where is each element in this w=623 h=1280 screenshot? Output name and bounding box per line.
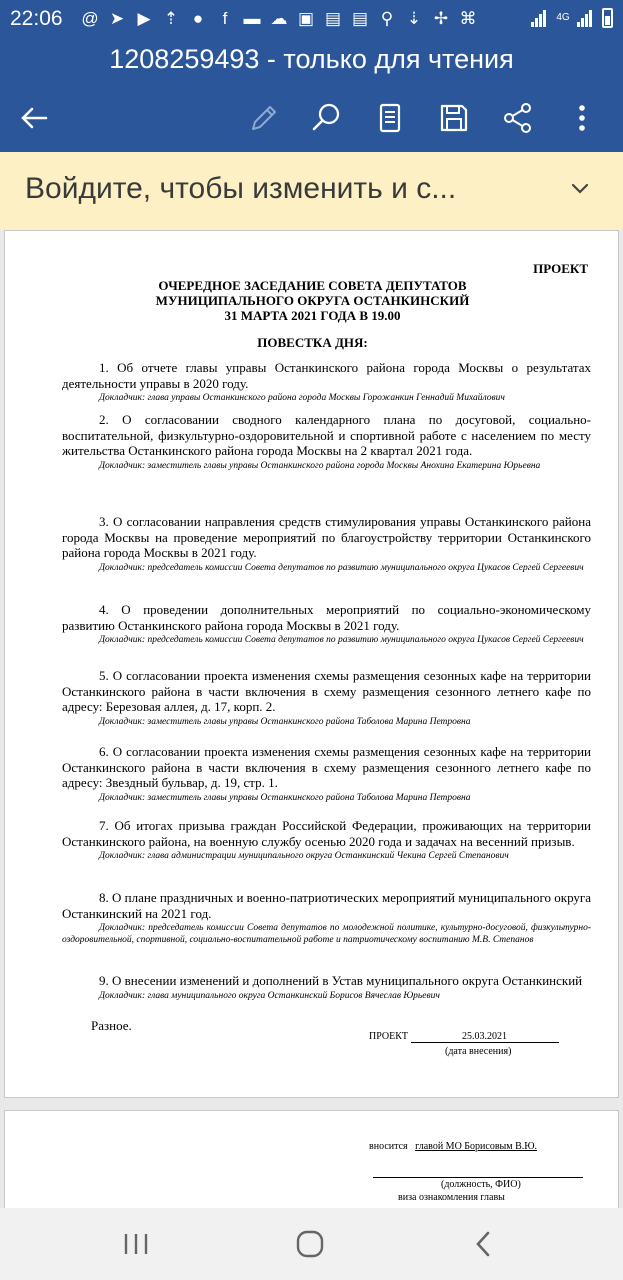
draft-label: ПРОЕКТ [533,261,588,276]
position-caption: (должность, ФИО) [441,1179,521,1190]
agenda-item-reporter: Докладчик: председатель комиссии Совета депутатов по развитию муниципального округа Цукасов Сергей Сергеевич [99,562,584,573]
agenda-item [62,890,591,946]
banner-text: Войдите, чтобы изменить и с... [25,172,457,205]
sign-in-banner[interactable] [0,152,623,230]
toolbar [0,94,623,144]
edit-icon[interactable] [243,98,283,138]
agenda-item-reporter: Докладчик: глава администрации муниципального округа Останкинский Чекина Сергей Степанович [99,851,509,861]
agenda-item-text: 2. О согласовании сводного календарного плана по досуговой, социально-воспитательной, физкультурно-оздоровительной и спортивной работе с населением по месту жительства Останкинского района города Москвы на 2 квартал 2021 года. [62,412,591,458]
back-icon[interactable] [14,98,54,138]
telegram-icon: ➤ [109,9,125,28]
meeting-heading-line-2: МУНИЦИПАЛЬНОГО ОКРУГА ОСТАНКИНСКИЙ [155,293,470,308]
misc-item: Разное. [91,1018,132,1033]
save-icon[interactable] [434,98,474,138]
download-icon: ⇣ [406,9,422,28]
draft-footer-label: ПРОЕКТ [369,1031,409,1042]
network-type-label: 4G [556,12,570,23]
at-icon: @ [81,9,99,28]
folder-icon: ▬ [243,9,261,28]
agenda-item [62,973,591,1002]
meeting-heading-line-1: ОЧЕРЕДНОЕ ЗАСЕДАНИЕ СОВЕТА ДЕПУТАТОВ [158,278,467,293]
translate-icon: ⌘ [459,9,477,28]
document-title: 1208259493 - только для чтения [109,44,514,74]
image-icon: ▣ [297,9,315,28]
home-icon[interactable] [290,1226,330,1262]
agenda-item [62,818,591,862]
signature-line [373,1177,583,1178]
draft-footer [369,1031,559,1043]
draft-footer-caption: (дата внесения) [445,1046,512,1057]
search-icon[interactable] [306,98,346,138]
agenda-item-text: 6. О согласовании проекта изменения схемы размещения сезонных кафе на территории Останкинского района в части включения в схему размещения сезонного летнего кафе по адресу: Звездный бульвар, д. 19, стр. 1. [62,744,591,790]
document-page [4,230,619,1098]
share-icon[interactable] [498,98,538,138]
agenda-item-reporter: Докладчик: заместитель главы управы Останкинского района Таболова Марина Петровна [99,716,471,727]
wifi-signal-icon [531,9,549,27]
agenda-item [62,602,591,646]
app-icon: ● [192,9,204,28]
status-bar [0,0,623,38]
youtube-icon: ▶ [137,9,151,28]
notification-icons [80,8,478,30]
agenda-item [62,412,591,472]
agenda-item-reporter: Докладчик: заместитель главы управы Останкинского района города Москвы Анохина Екатерина Юрьевна [99,460,541,471]
more-icon[interactable] [562,98,602,138]
facebook-icon: f [222,9,228,28]
news-icon: ▤ [324,9,342,28]
cloud-icon: ☁ [270,9,288,28]
document-page [4,1110,619,1210]
recent-apps-icon[interactable] [116,1226,156,1262]
cell-signal-icon [577,9,595,27]
battery-icon [602,8,613,28]
agenda-item [62,744,591,804]
agenda-item-text: 7. Об итогах призыва граждан Российской Федерации, проживающих на территории Останкинского района, на военную службу осенью 2020 года и задачах на весенний призыв. [62,818,591,849]
visa-caption: виза ознакомления главы [398,1192,505,1203]
agenda-item-reporter: Докладчик: глава управы Останкинского района города Москвы Горожанкин Геннадий Михайлович [99,393,505,403]
introduced-by-value: главой МО Борисовым В.Ю. [415,1141,538,1152]
upload-icon: ⇡ [163,9,179,28]
agenda-title: ПОВЕСТКА ДНЯ: [257,335,368,350]
agenda-item-text: 1. Об отчете главы управы Останкинского района города Москвы о результатах деятельности управы в 2020 году. [62,360,591,391]
introduced-by [369,1141,537,1152]
meeting-heading-line-3: 31 МАРТА 2021 ГОДА В 19.00 [224,308,401,323]
system-nav-bar [0,1208,623,1280]
vpn-icon: ✢ [433,9,449,28]
agenda-item-reporter: Докладчик: председатель комиссии Совета депутатов по молодежной политике, культурно-досуговой, физкультурно-оздоровительной, спортивной, социально-воспитательной работе и патриотическому воспитанию М.В. Степанов [62,923,591,945]
chevron-down-icon[interactable] [565,174,595,204]
agenda-item-text: 8. О плане праздничных и военно-патриотических мероприятий муниципального округа Останкинский на 2021 год. [62,890,591,921]
news-icon: ▤ [351,9,369,28]
introduced-by-label: вносится [369,1141,408,1152]
agenda-item-reporter: Докладчик: глава муниципального округа Останкинский Борисов Вячеслав Юрьевич [99,990,440,1001]
reading-mode-icon[interactable] [370,98,410,138]
agenda-item-text: 4. О проведении дополнительных мероприятий по социально-экономическому развитию Останкинского района города Москвы в 2021 году. [62,602,591,633]
back-nav-icon[interactable] [464,1226,504,1262]
clock: 22:06 [10,7,63,30]
search-icon: ⚲ [380,9,394,28]
system-indicators [531,8,613,28]
agenda-item-reporter: Докладчик: заместитель главы управы Останкинского района Таболова Марина Петровна [99,792,471,803]
agenda-item-reporter: Докладчик: председатель комиссии Совета депутатов по развитию муниципального округа Цукасов Сергей Сергеевич [99,635,584,645]
app-bar [0,38,623,152]
agenda-item [62,668,591,728]
agenda-item [62,514,591,574]
agenda-item-text: 3. О согласовании направления средств стимулирования управы Останкинского района города Москвы на проведение мероприятий по благоустройству территории Останкинского района города Москвы в 2021 году. [62,514,591,560]
draft-footer-date: 25.03.2021 [411,1031,559,1043]
agenda-item-text: 9. О внесении изменений и дополнений в Устав муниципального округа Останкинский [99,973,583,988]
agenda-item [62,360,591,404]
agenda-item-text: 5. О согласовании проекта изменения схемы размещения сезонных кафе на территории Останкинского района в части включения в схему размещения сезонного летнего кафе по адресу: Березовая аллея, д. 17, корп. 2. [62,668,591,714]
